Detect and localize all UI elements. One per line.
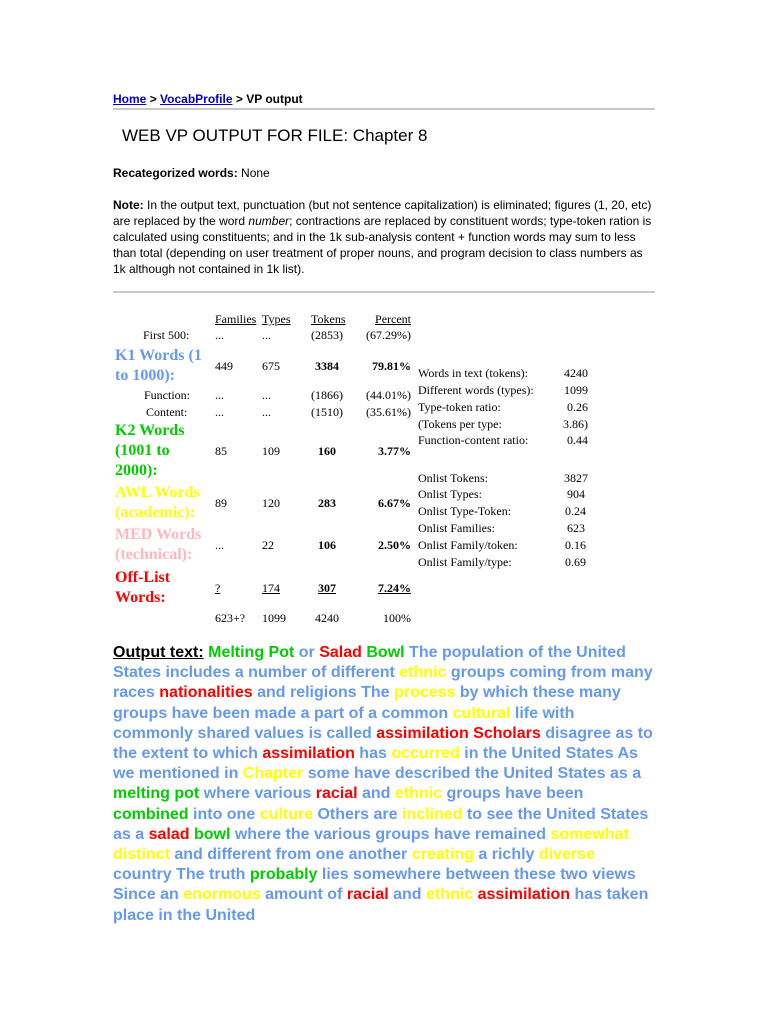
output-word-k1: a richly bbox=[478, 846, 535, 864]
output-word-k1: and bbox=[393, 886, 422, 904]
output-text bbox=[113, 643, 658, 926]
output-word-k1: where various bbox=[203, 785, 312, 803]
row-first500-tokens: (2853) bbox=[311, 328, 343, 342]
page-title: WEB VP OUTPUT FOR FILE: Chapter 8 bbox=[122, 126, 428, 145]
breadcrumb-vocabprofile-link[interactable]: VocabProfile bbox=[160, 92, 233, 106]
breadcrumb-current: VP output bbox=[246, 92, 303, 106]
row-k1-label: K1 Words (1 to 1000): bbox=[115, 347, 202, 384]
onlist-value: 0.24 bbox=[565, 504, 586, 518]
output-word-off: assimilation Scholars bbox=[376, 724, 541, 742]
row-med-families: ... bbox=[215, 538, 224, 552]
row-function-types: ... bbox=[262, 388, 271, 402]
output-word-off: assimilation bbox=[477, 886, 571, 904]
row-awl-types: 120 bbox=[262, 496, 280, 510]
note-emphasis: number bbox=[248, 214, 290, 228]
output-word-k2: probably bbox=[249, 866, 318, 884]
row-first500-percent: (67.29%) bbox=[366, 328, 411, 342]
row-med-types: 22 bbox=[262, 538, 274, 552]
onlist-value: 0.69 bbox=[565, 555, 586, 569]
row-content-tokens: (1510) bbox=[311, 405, 343, 419]
output-word-k1: Others are bbox=[317, 805, 398, 823]
output-word-k1: or bbox=[298, 644, 315, 661]
recategorized-value: None bbox=[241, 166, 270, 180]
output-word-awl: ethnic bbox=[394, 785, 443, 803]
output-word-k2: Melting Pot bbox=[208, 644, 295, 661]
row-first500-types: ... bbox=[262, 328, 271, 342]
output-text-label: Output text: bbox=[113, 644, 204, 661]
row-offlist-types: 174 bbox=[262, 581, 280, 595]
output-word-awl: occurred bbox=[391, 745, 460, 763]
stat-label: (Tokens per type: bbox=[418, 417, 502, 431]
output-word-off: Salad bbox=[319, 644, 362, 661]
stat-label: Different words (types): bbox=[418, 383, 534, 397]
row-awl-families: 89 bbox=[215, 496, 227, 510]
stat-value: 0.44 bbox=[567, 433, 588, 447]
output-word-k1: has taken place in the United bbox=[113, 886, 649, 924]
row-function-label: Function: bbox=[144, 388, 191, 402]
onlist-label: Onlist Types: bbox=[418, 487, 482, 501]
output-word-off: nationalities bbox=[159, 684, 253, 702]
row-offlist-families: ? bbox=[215, 581, 221, 595]
row-awl-label: AWL Words (academic): bbox=[115, 484, 200, 521]
row-offlist-percent: 7.24% bbox=[378, 581, 411, 595]
output-word-off: assimilation bbox=[262, 745, 355, 763]
onlist-label: Onlist Type-Token: bbox=[418, 504, 512, 518]
row-awl-tokens: 283 bbox=[318, 496, 336, 510]
stat-value: 1099 bbox=[564, 383, 588, 397]
output-word-k1: into one bbox=[193, 805, 256, 823]
note-label: Note: bbox=[113, 198, 144, 212]
output-word-k1: and religions The bbox=[257, 684, 390, 702]
row-content-types: ... bbox=[262, 405, 271, 419]
onlist-value: 904 bbox=[567, 487, 585, 501]
stat-value: 3.86) bbox=[563, 417, 588, 431]
note-paragraph bbox=[113, 197, 658, 277]
row-total-families: 623+? bbox=[215, 611, 246, 625]
onlist-value: 3827 bbox=[564, 471, 588, 485]
header-types: Types bbox=[262, 312, 291, 326]
output-word-k1: groups have been bbox=[446, 785, 584, 803]
row-med-tokens: 106 bbox=[318, 538, 336, 552]
section-divider bbox=[113, 291, 655, 293]
row-total-types: 1099 bbox=[262, 611, 286, 625]
onlist-value: 623 bbox=[567, 521, 585, 535]
output-word-k2: Bowl bbox=[366, 644, 405, 661]
output-word-awl: somewhat distinct bbox=[113, 825, 629, 864]
stat-label: Type-token ratio: bbox=[418, 400, 501, 414]
row-total-tokens: 4240 bbox=[315, 611, 339, 625]
output-word-k2: bowl bbox=[193, 825, 231, 843]
row-first500-label: First 500: bbox=[143, 328, 190, 342]
onlist-label: Onlist Family/type: bbox=[418, 555, 512, 569]
row-function-families: ... bbox=[215, 388, 224, 402]
breadcrumb-separator: > bbox=[235, 92, 243, 106]
output-word-k1: country The truth bbox=[113, 866, 246, 884]
output-word-k1: life with commonly shared values is called bbox=[113, 704, 575, 742]
recategorized-words bbox=[113, 166, 270, 180]
row-k1-percent: 79.81% bbox=[372, 359, 411, 373]
output-text-body bbox=[113, 644, 653, 924]
output-word-k1: disagree as to the extent to which bbox=[113, 724, 653, 763]
output-word-off: racial bbox=[315, 785, 358, 803]
stat-label: Function-content ratio: bbox=[418, 433, 529, 447]
row-k2-families: 85 bbox=[215, 444, 227, 458]
row-content-percent: (35.61%) bbox=[366, 405, 411, 419]
output-word-awl: enormous bbox=[183, 886, 261, 904]
onlist-label: Onlist Families: bbox=[418, 521, 496, 535]
output-word-k1: to see the United States as a bbox=[113, 805, 649, 843]
stat-value: 4240 bbox=[564, 366, 588, 380]
output-word-k2: combined bbox=[113, 805, 189, 823]
row-content-label: Content: bbox=[146, 405, 188, 419]
output-word-k1: amount of bbox=[265, 886, 343, 904]
breadcrumb-home-link[interactable]: Home bbox=[113, 92, 147, 106]
output-word-awl: process bbox=[394, 684, 456, 702]
note-text-2: ; contractions are replaced by constituent words; type-token ration is calculated using constituents; and in the 1k sub-analysis content + function words may sum to less than total (depending on user treatment of proper nouns, and program decision to class numbers as 1k although not contained in 1k list). bbox=[113, 214, 652, 276]
output-word-awl: ethnic bbox=[426, 886, 474, 904]
breadcrumb bbox=[113, 92, 303, 106]
stat-value: 0.26 bbox=[567, 400, 588, 414]
row-function-percent: (44.01%) bbox=[366, 388, 411, 402]
onlist-value: 0.16 bbox=[565, 538, 586, 552]
row-offlist-tokens: 307 bbox=[318, 581, 336, 595]
row-content-families: ... bbox=[215, 405, 224, 419]
row-total-percent: 100% bbox=[383, 611, 411, 625]
header-tokens: Tokens bbox=[311, 312, 346, 326]
output-word-awl: ethnic bbox=[399, 664, 447, 682]
onlist-label: Onlist Family/token: bbox=[418, 538, 518, 552]
output-word-k1: some have described the United States as a bbox=[307, 765, 642, 783]
output-word-k1: groups coming from many races bbox=[113, 664, 653, 702]
row-k1-types: 675 bbox=[262, 359, 280, 373]
row-first500-families: ... bbox=[215, 328, 224, 342]
row-k2-percent: 3.77% bbox=[378, 444, 411, 458]
row-offlist-label: Off-List Words: bbox=[115, 569, 171, 606]
output-word-awl: Chapter bbox=[242, 765, 304, 783]
header-families: Families bbox=[215, 312, 257, 326]
row-awl-percent: 6.67% bbox=[378, 496, 411, 510]
row-k1-tokens: 3384 bbox=[315, 359, 339, 373]
output-word-k1: The population of the United States includes a number of different bbox=[113, 644, 626, 682]
row-k2-tokens: 160 bbox=[318, 444, 336, 458]
output-word-k1: in the United States As we mentioned in bbox=[113, 745, 638, 783]
output-word-k2: melting pot bbox=[113, 785, 200, 803]
row-med-label: MED Words (technical): bbox=[115, 526, 202, 563]
row-k1-families: 449 bbox=[215, 359, 233, 373]
output-word-off: salad bbox=[148, 825, 190, 843]
recategorized-label: Recategorized words: bbox=[113, 166, 238, 180]
output-word-k1: where the various groups have remained bbox=[234, 825, 547, 843]
header-percent: Percent bbox=[375, 312, 411, 326]
breadcrumb-separator: > bbox=[149, 92, 157, 106]
output-word-k1: and different from one another bbox=[174, 846, 408, 864]
output-word-k1: has bbox=[359, 745, 387, 763]
output-word-k1: lies somewhere between these two views Since an bbox=[113, 866, 636, 904]
output-word-awl: culture bbox=[259, 805, 314, 823]
output-word-k1: and bbox=[362, 785, 391, 803]
output-word-awl: creating bbox=[411, 846, 474, 864]
top-divider bbox=[113, 108, 655, 110]
row-med-percent: 2.50% bbox=[378, 538, 411, 552]
onlist-label: Onlist Tokens: bbox=[418, 471, 488, 485]
output-word-awl: inclined bbox=[401, 805, 463, 823]
output-word-awl: diverse bbox=[538, 846, 595, 864]
output-word-off: racial bbox=[346, 886, 389, 904]
row-k2-types: 109 bbox=[262, 444, 280, 458]
output-word-k1: by which these many groups have been made a part of a common bbox=[113, 684, 621, 722]
stat-label: Words in text (tokens): bbox=[418, 366, 529, 380]
row-k2-label: K2 Words (1001 to 2000): bbox=[115, 422, 185, 479]
note-text-1: In the output text, punctuation (but not sentence capitalization) is eliminated; figures (1, 20, etc) are replaced by the word bbox=[113, 198, 652, 228]
row-function-tokens: (1866) bbox=[311, 388, 343, 402]
output-word-awl: cultural bbox=[452, 704, 511, 722]
